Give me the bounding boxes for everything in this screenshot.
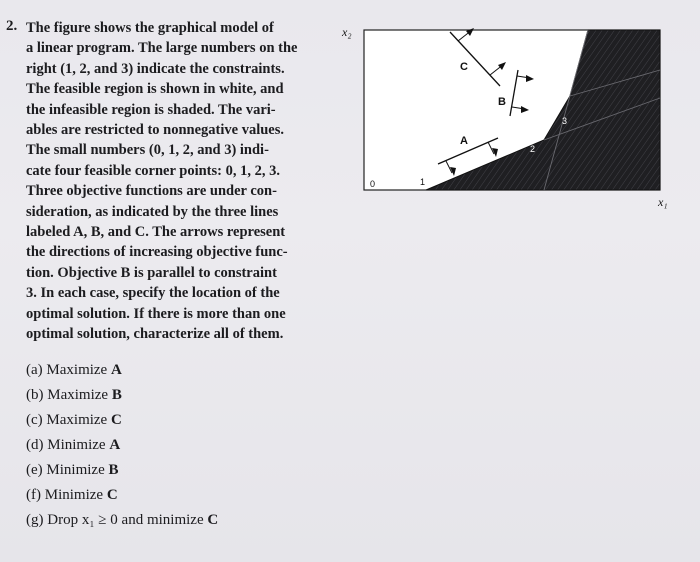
objective-label-c: C (460, 61, 468, 73)
objective-label-a: A (460, 135, 468, 147)
part-text: Maximize (46, 412, 108, 428)
sub-question-f (26, 483, 306, 508)
statement-line: sideration, as indicated by the three lines (26, 203, 279, 220)
part-objective: C (207, 512, 219, 528)
statement-line: tion. Objective B is parallel to constraint (26, 264, 277, 281)
corner-label-3: 3 (562, 116, 568, 126)
part-label: (c) (26, 412, 43, 428)
statement-line: optimal solution. If there is more than one (26, 305, 286, 322)
corner-label-2: 2 (530, 144, 536, 154)
sub-question-a (26, 358, 306, 383)
part-objective: B (108, 462, 119, 478)
statement-line: The small numbers (0, 1, 2, and 3) indi- (26, 142, 269, 159)
y-axis-label: x₂ (342, 25, 352, 39)
part-label: (b) (26, 387, 44, 403)
part-objective: C (106, 487, 118, 503)
statement-line: the directions of increasing objective func- (26, 244, 288, 261)
sub-question-d (26, 433, 306, 458)
statement-line: 3. In each case, specify the location of the (26, 285, 280, 302)
statement-line: ables are restricted to nonnegative values. (26, 122, 285, 139)
statement-line: a linear program. The large numbers on the (26, 40, 298, 57)
statement-line: cate four feasible corner points: 0, 1, 2, 3. (26, 162, 280, 179)
sub-question-b (26, 383, 306, 408)
problem-number: 2. (6, 18, 18, 34)
part-label: (a) (26, 362, 43, 378)
part-text: Maximize (47, 387, 109, 403)
sub-questions (26, 358, 306, 533)
part-label: (f) (26, 487, 41, 503)
corner-label-1: 1 (420, 177, 426, 187)
part-text: Minimize (44, 487, 104, 503)
part-objective: A (109, 437, 121, 453)
part-objective: C (110, 412, 122, 428)
lp-graph (340, 12, 685, 212)
part-objective: B (111, 387, 122, 403)
statement-line: The figure shows the graphical model of (26, 20, 274, 36)
x-axis-label: x₁ (658, 195, 668, 209)
statement-line: The feasible region is shown in white, and (26, 81, 284, 98)
part-text: Drop x₁ ≥ 0 and minimize (47, 512, 204, 528)
part-label: (g) (26, 512, 44, 528)
statement-line: optimal solution, characterize all of them. (26, 326, 284, 343)
part-text: Minimize (46, 462, 105, 478)
sub-question-e (26, 458, 306, 483)
part-objective: A (110, 362, 122, 378)
statement-line: Three objective functions are under con- (26, 183, 277, 200)
corner-label-0: 0 (370, 179, 376, 189)
statement-line: labeled A, B, and C. The arrows represent (26, 224, 286, 241)
sub-question-g (26, 508, 306, 533)
part-text: Maximize (46, 362, 108, 378)
part-label: (e) (26, 462, 43, 478)
part-text: Minimize (47, 437, 106, 453)
statement-line: right (1, 2, and 3) indicate the constraints. (26, 60, 285, 77)
sub-question-c (26, 408, 306, 433)
part-label: (d) (26, 437, 44, 453)
objective-label-b: B (498, 96, 506, 108)
statement-line: the infeasible region is shaded. The vari- (26, 101, 276, 118)
problem-statement (26, 18, 318, 345)
